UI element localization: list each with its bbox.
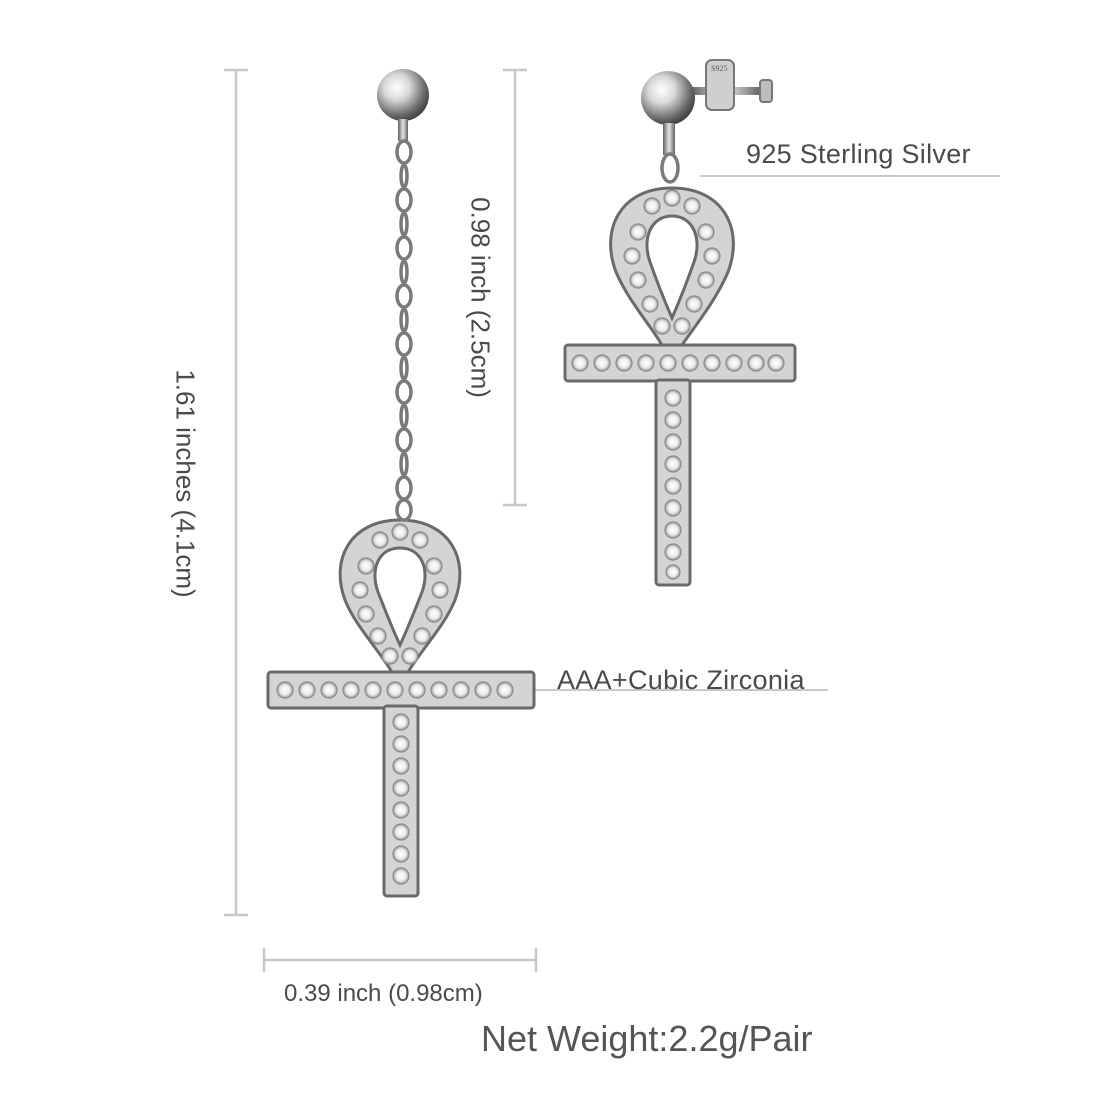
short-length-label: 0.98 inch (2.5cm) <box>465 197 496 398</box>
stone-label: AAA+Cubic Zirconia <box>557 665 805 695</box>
left-ball-stud <box>377 69 429 121</box>
net-weight-label: Net Weight:2.2g/Pair <box>481 1018 813 1059</box>
stamp-text: S925 <box>711 64 728 73</box>
right-ball-stud <box>641 71 695 125</box>
right-ankh-pendant <box>565 188 795 585</box>
left-ankh-pendant <box>268 500 534 896</box>
callout-lines <box>522 176 1000 690</box>
total-length-label: 1.61 inches (4.1cm) <box>170 369 201 598</box>
material-label: 925 Sterling Silver <box>746 139 971 169</box>
width-label: 0.39 inch (0.98cm) <box>284 980 483 1007</box>
left-chain <box>397 141 411 499</box>
